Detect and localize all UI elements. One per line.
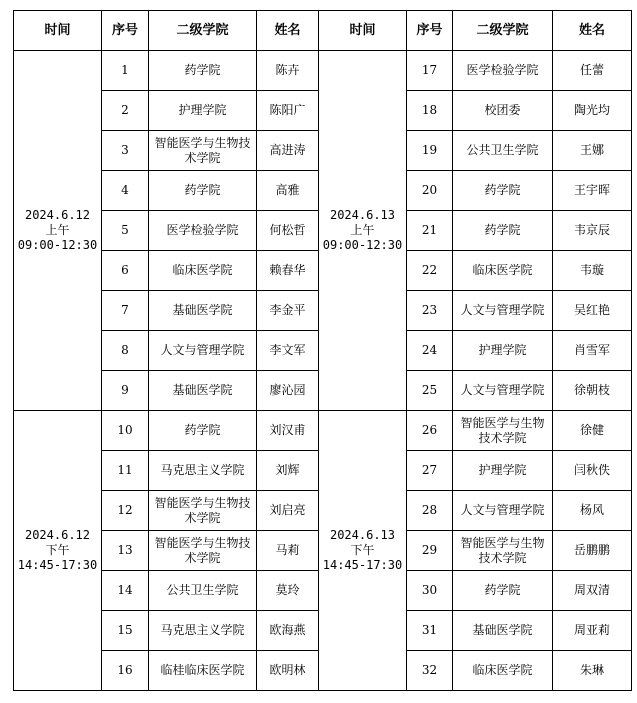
name-cell: 陈卉	[257, 51, 319, 91]
college-cell: 马克思主义学院	[149, 611, 257, 651]
name-cell: 周亚莉	[553, 611, 632, 651]
session-period: 上午	[45, 223, 70, 237]
session-time-right	[319, 411, 407, 691]
college-cell: 药学院	[453, 171, 553, 211]
name-cell: 刘汉甫	[257, 411, 319, 451]
college-cell: 医学检验学院	[149, 211, 257, 251]
name-cell: 吴红艳	[553, 291, 632, 331]
header-college-right: 二级学院	[453, 11, 553, 51]
row-number: 15	[102, 611, 149, 651]
row-number: 17	[407, 51, 453, 91]
row-number: 19	[407, 131, 453, 171]
row-number: 11	[102, 451, 149, 491]
college-cell: 校团委	[453, 91, 553, 131]
row-number: 10	[102, 411, 149, 451]
row-number: 28	[407, 491, 453, 531]
row-number: 29	[407, 531, 453, 571]
table-body	[14, 51, 632, 691]
name-cell: 韦京辰	[553, 211, 632, 251]
header-row	[14, 11, 632, 51]
name-cell: 李文军	[257, 331, 319, 371]
table-row	[14, 411, 632, 451]
row-number: 16	[102, 651, 149, 691]
name-cell: 欧明林	[257, 651, 319, 691]
header-time-right: 时间	[319, 11, 407, 51]
row-number: 8	[102, 331, 149, 371]
session-period: 下午	[350, 543, 375, 557]
name-cell: 朱琳	[553, 651, 632, 691]
college-cell: 护理学院	[453, 451, 553, 491]
name-cell: 高进涛	[257, 131, 319, 171]
name-cell: 岳鹏鹏	[553, 531, 632, 571]
row-number: 20	[407, 171, 453, 211]
row-number: 18	[407, 91, 453, 131]
college-cell: 临床医学院	[149, 251, 257, 291]
name-cell: 徐朝枝	[553, 371, 632, 411]
college-cell: 护理学院	[149, 91, 257, 131]
college-cell: 基础医学院	[149, 371, 257, 411]
row-number: 21	[407, 211, 453, 251]
college-cell: 智能医学与生物技术学院	[453, 411, 553, 451]
name-cell: 高雅	[257, 171, 319, 211]
row-number: 32	[407, 651, 453, 691]
row-number: 2	[102, 91, 149, 131]
session-period: 上午	[350, 223, 375, 237]
header-college-left: 二级学院	[149, 11, 257, 51]
header-no-right: 序号	[407, 11, 453, 51]
session-date: 2024.6.12	[24, 528, 91, 542]
row-number: 12	[102, 491, 149, 531]
row-number: 30	[407, 571, 453, 611]
college-cell: 临床医学院	[453, 251, 553, 291]
name-cell: 杨风	[553, 491, 632, 531]
session-hours: 14:45-17:30	[322, 558, 403, 572]
row-number: 5	[102, 211, 149, 251]
name-cell: 刘启亮	[257, 491, 319, 531]
session-time-right	[319, 51, 407, 411]
session-date: 2024.6.12	[24, 208, 91, 222]
college-cell: 人文与管理学院	[453, 491, 553, 531]
name-cell: 刘辉	[257, 451, 319, 491]
row-number: 13	[102, 531, 149, 571]
row-number: 27	[407, 451, 453, 491]
header-time-left: 时间	[14, 11, 102, 51]
college-cell: 智能医学与生物技术学院	[149, 131, 257, 171]
name-cell: 周双清	[553, 571, 632, 611]
name-cell: 王宇晖	[553, 171, 632, 211]
college-cell: 药学院	[453, 211, 553, 251]
schedule-table	[13, 10, 632, 691]
row-number: 7	[102, 291, 149, 331]
college-cell: 临床医学院	[453, 651, 553, 691]
college-cell: 智能医学与生物技术学院	[149, 531, 257, 571]
row-number: 25	[407, 371, 453, 411]
name-cell: 欧海燕	[257, 611, 319, 651]
header-name-right: 姓名	[553, 11, 632, 51]
college-cell: 药学院	[149, 51, 257, 91]
college-cell: 临桂临床医学院	[149, 651, 257, 691]
name-cell: 徐健	[553, 411, 632, 451]
college-cell: 医学检验学院	[453, 51, 553, 91]
college-cell: 马克思主义学院	[149, 451, 257, 491]
college-cell: 人文与管理学院	[453, 371, 553, 411]
name-cell: 马莉	[257, 531, 319, 571]
row-number: 1	[102, 51, 149, 91]
session-date: 2024.6.13	[329, 528, 396, 542]
session-hours: 09:00-12:30	[17, 238, 98, 252]
college-cell: 人文与管理学院	[149, 331, 257, 371]
row-number: 24	[407, 331, 453, 371]
name-cell: 陈阳广	[257, 91, 319, 131]
college-cell: 人文与管理学院	[453, 291, 553, 331]
session-time-left	[14, 411, 102, 691]
name-cell: 王娜	[553, 131, 632, 171]
name-cell: 韦璇	[553, 251, 632, 291]
name-cell: 廖沁园	[257, 371, 319, 411]
row-number: 26	[407, 411, 453, 451]
row-number: 9	[102, 371, 149, 411]
session-period: 下午	[45, 543, 70, 557]
college-cell: 基础医学院	[149, 291, 257, 331]
session-date: 2024.6.13	[329, 208, 396, 222]
college-cell: 公共卫生学院	[453, 131, 553, 171]
college-cell: 智能医学与生物技术学院	[453, 531, 553, 571]
session-hours: 09:00-12:30	[322, 238, 403, 252]
name-cell: 莫玲	[257, 571, 319, 611]
name-cell: 何松哲	[257, 211, 319, 251]
row-number: 14	[102, 571, 149, 611]
name-cell: 赖春华	[257, 251, 319, 291]
name-cell: 闫秋佚	[553, 451, 632, 491]
row-number: 6	[102, 251, 149, 291]
header-name-left: 姓名	[257, 11, 319, 51]
college-cell: 公共卫生学院	[149, 571, 257, 611]
name-cell: 肖雪军	[553, 331, 632, 371]
college-cell: 药学院	[149, 411, 257, 451]
college-cell: 护理学院	[453, 331, 553, 371]
session-time-left	[14, 51, 102, 411]
row-number: 23	[407, 291, 453, 331]
row-number: 31	[407, 611, 453, 651]
table-row	[14, 51, 632, 91]
session-hours: 14:45-17:30	[17, 558, 98, 572]
name-cell: 任蕾	[553, 51, 632, 91]
college-cell: 智能医学与生物技术学院	[149, 491, 257, 531]
college-cell: 基础医学院	[453, 611, 553, 651]
college-cell: 药学院	[453, 571, 553, 611]
name-cell: 陶光均	[553, 91, 632, 131]
name-cell: 李金平	[257, 291, 319, 331]
college-cell: 药学院	[149, 171, 257, 211]
row-number: 4	[102, 171, 149, 211]
row-number: 22	[407, 251, 453, 291]
row-number: 3	[102, 131, 149, 171]
header-no-left: 序号	[102, 11, 149, 51]
